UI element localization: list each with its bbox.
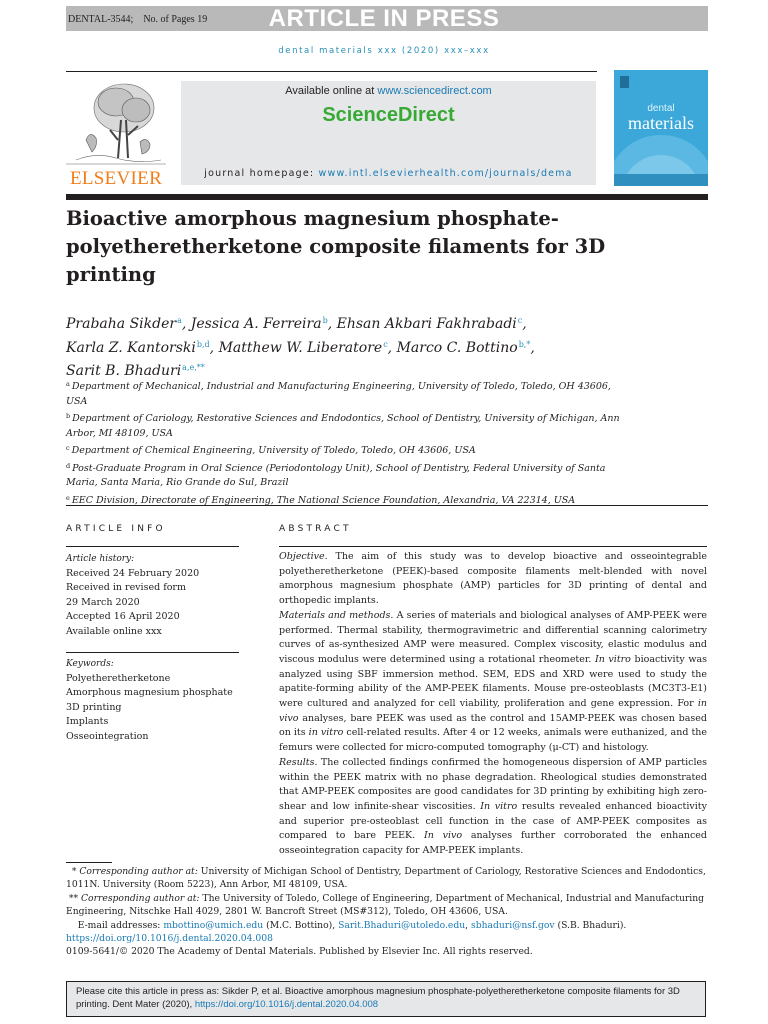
abstract-results: Results. The collected findings confirmed the homogeneous dispersion of AMP particles within the PEEK matrix with no phase degradation. Rheological studies demonstrated that AMP-PEEK composites are good candidates for 3D printing by exhibiting high zero-shear and low infinite-shear viscosities. In vitro results revealed enhanced bioactivity and superior pre-osteoblast cell function in the case of AMP-PEEK composites as compared to bare PEEK. In vivo analyses further corroborated the enhanced osseointegration capacity for AMP-PEEK implants.: [279, 756, 707, 857]
affiliation-list: [66, 377, 626, 508]
keyword: 3D printing: [66, 701, 122, 713]
author-name: Jessica A. Ferreira: [190, 316, 322, 332]
history-item: Received in revised form: [66, 582, 186, 593]
email-link[interactable]: mbottino@umich.edu: [163, 919, 264, 931]
author-list: Prabaha Sikder$^a$, Jessica A. Ferreira$^b$, Ehsan Akbari Fakhrabadi$^c$, Karla Z. Kantorski$^{b,d}$, Matthew W. Liberatore$^c$, Marco C. Bottino$^{b,*}$, Sarit B. Bhaduri$^{a,e,**}$: [66, 316, 535, 379]
keyword: Implants: [66, 716, 109, 727]
cover-title-large: materials: [628, 113, 694, 133]
page-count: No. of Pages 19: [143, 14, 208, 25]
abstract-methods: Materials and methods. A series of materials and biological analyses of AMP-PEEK were performed. Thermal stability, thermogravimetric and differential scanning calorimetry curves of as-synthesized AMP were measured. Complex viscosity, elastic modulus and viscous modulus were determined using a rotational rheometer. In vitro bioactivity was analyzed using SBF immersion method. SEM, EDS and XRD were used to study the apatite-forming ability of the AMP-PEEK filaments. Mouse pre-osteoblasts (MC3T3-E1) were cultured and analyzed for cell viability, proliferation and gene expression. For in vivo analyses, bare PEEK was used as the control and 15AMP-PEEK was chosen based on its in vitro cell-related results. After 4 or 12 weeks, animals were euthanized, and the femurs were collected for micro-computed tomography (μ-CT) and histology.: [279, 609, 708, 754]
history-item: Accepted 16 April 2020: [66, 611, 180, 622]
cover-title-small: dental: [647, 103, 675, 114]
copyright-line: 0109-5641/© 2020 The Academy of Dental Materials. Published by Elsevier Inc. All rights reserved.: [66, 946, 533, 958]
author-name: Sarit B. Bhaduri: [66, 363, 182, 379]
corresponding-author-1: * Corresponding author at: University of Michigan School of Dentistry, Department of Cariology, Restorative Sciences and Endodontics, 1011N. University (Room 5223), Ann Arbor, MI 48109, USA.: [66, 866, 706, 891]
author-name: Marco C. Bottino: [396, 339, 518, 356]
affiliation: $^d$ Post-Graduate Program in Oral Science (Periodontology Unit), School of Dentistry, Federal University of Santa Maria, Santa Maria, Rio Grande do Sul, Brazil: [66, 461, 606, 488]
doi-link[interactable]: https://doi.org/10.1016/j.dental.2020.04.008: [66, 933, 273, 945]
abstract-body: [279, 550, 707, 859]
author-affil-mark[interactable]: c: [383, 339, 388, 349]
affiliation: $^c$ Department of Chemical Engineering, University of Toledo, Toledo, OH 43606, USA: [66, 444, 476, 456]
citation-doi-link[interactable]: https://doi.org/10.1016/j.dental.2020.04.008: [194, 998, 379, 1010]
history-item: Received 24 February 2020: [66, 567, 200, 579]
masthead-bottom-rule: [66, 194, 708, 200]
keywords-rule: [66, 652, 239, 653]
abstract-rule: [279, 546, 707, 547]
abstract-heading: ABSTRACT: [279, 524, 352, 534]
history-label: Article history:: [66, 554, 135, 564]
article-history: [66, 552, 241, 639]
affiliation: $^e$ EEC Division, Directorate of Engineering, The National Science Foundation, Alexandria, VA 22314, USA: [66, 493, 576, 506]
affiliation: $^a$ Department of Mechanical, Industrial and Manufacturing Engineering, University of Toledo, Toledo, OH 43606, USA: [66, 380, 611, 407]
journal-homepage-line: journal homepage: www.intl.elsevierhealth.com/journals/dema: [204, 168, 573, 179]
author-affil-mark[interactable]: a,e,**: [182, 363, 205, 372]
masthead-top-rule: [66, 71, 597, 72]
journal-running-head: dental materials xxx (2020) xxx–xxx: [278, 46, 490, 56]
keywords: [66, 657, 241, 744]
citation-text: Please cite this article in press as: Sikder P, et al. Bioactive amorphous magnesium phosphate-polyetheretherketone composite filaments for 3D printing. Dent Mater (2020), https://doi.org/10.1016/j.dental.2020.04.008: [76, 986, 680, 1010]
footnotes: [66, 865, 708, 959]
author-affil-mark[interactable]: b: [322, 316, 328, 325]
author-name: Karla Z. Kantorski: [66, 339, 196, 356]
history-item: Available online xxx: [66, 625, 162, 637]
keyword: Osseointegration: [66, 730, 149, 742]
section-divider: [66, 505, 708, 506]
history-item: 29 March 2020: [66, 596, 140, 608]
keywords-label: Keywords:: [66, 659, 114, 669]
email-link[interactable]: Sarit.Bhaduri@utoledo.edu: [338, 919, 466, 931]
email-addresses: E-mail addresses: mbottino@umich.edu (M.C. Bottino), Sarit.Bhaduri@utoledo.edu, sbhaduri@nsf.gov (S.B. Bhaduri).: [77, 919, 627, 931]
affiliation: $^b$ Department of Cariology, Restorative Sciences and Endodontics, School of Dentistry, University of Michigan, Ann Arbor, MI 48109, USA: [66, 412, 620, 439]
available-online-line: Available online at www.sciencedirect.com: [285, 85, 492, 97]
author-affil-mark[interactable]: c: [517, 316, 523, 325]
corresponding-author-2: ** Corresponding author at: The University of Toledo, College of Engineering, Department of Mechanical, Industrial and Manufacturing Engineering, Nitschke Hall 4029, 2801 W. Bancroft Street (MS#312), Toledo, OH 43606, USA.: [66, 892, 705, 918]
author-name: Matthew W. Liberatore: [218, 339, 383, 356]
sciencedirect-logo: ScienceDirect: [322, 104, 455, 126]
author-affil-mark[interactable]: a: [177, 316, 182, 325]
article-title: Bioactive amorphous magnesium phosphate-polyetheretherketone composite filaments for 3D printing: [66, 207, 606, 286]
journal-cover-thumbnail: [614, 70, 708, 186]
journal-homepage-link[interactable]: www.intl.elsevierhealth.com/journals/dema: [318, 168, 573, 179]
author-affil-mark[interactable]: b,d: [196, 339, 210, 349]
document-id: DENTAL-3544; No. of Pages 19: [68, 14, 208, 25]
sciencedirect-link[interactable]: www.sciencedirect.com: [377, 85, 492, 97]
article-info-rule: [66, 546, 239, 547]
email-link[interactable]: sbhaduri@nsf.gov: [471, 919, 555, 931]
abstract-objective: Objective. The aim of this study was to develop bioactive and osseointegrable polyetheretherketone (PEEK)-based composite filaments melt-blended with novel amorphous magnesium phosphate (AMP) particles for 3D printing of dental and orthopedic implants.: [279, 551, 707, 607]
article-in-press-banner: ARTICLE IN PRESS: [268, 5, 500, 32]
author-name: Prabaha Sikder: [66, 316, 177, 332]
keyword: Amorphous magnesium phosphate: [66, 687, 233, 698]
footnote-rule: [66, 862, 112, 863]
elsevier-wordmark: ELSEVIER: [69, 168, 163, 189]
article-info-heading: ARTICLE INFO: [66, 524, 166, 534]
keyword: Polyetheretherketone: [66, 672, 171, 684]
author-name: Ehsan Akbari Fakhrabadi: [336, 316, 517, 332]
author-affil-mark[interactable]: b,*: [518, 339, 531, 349]
